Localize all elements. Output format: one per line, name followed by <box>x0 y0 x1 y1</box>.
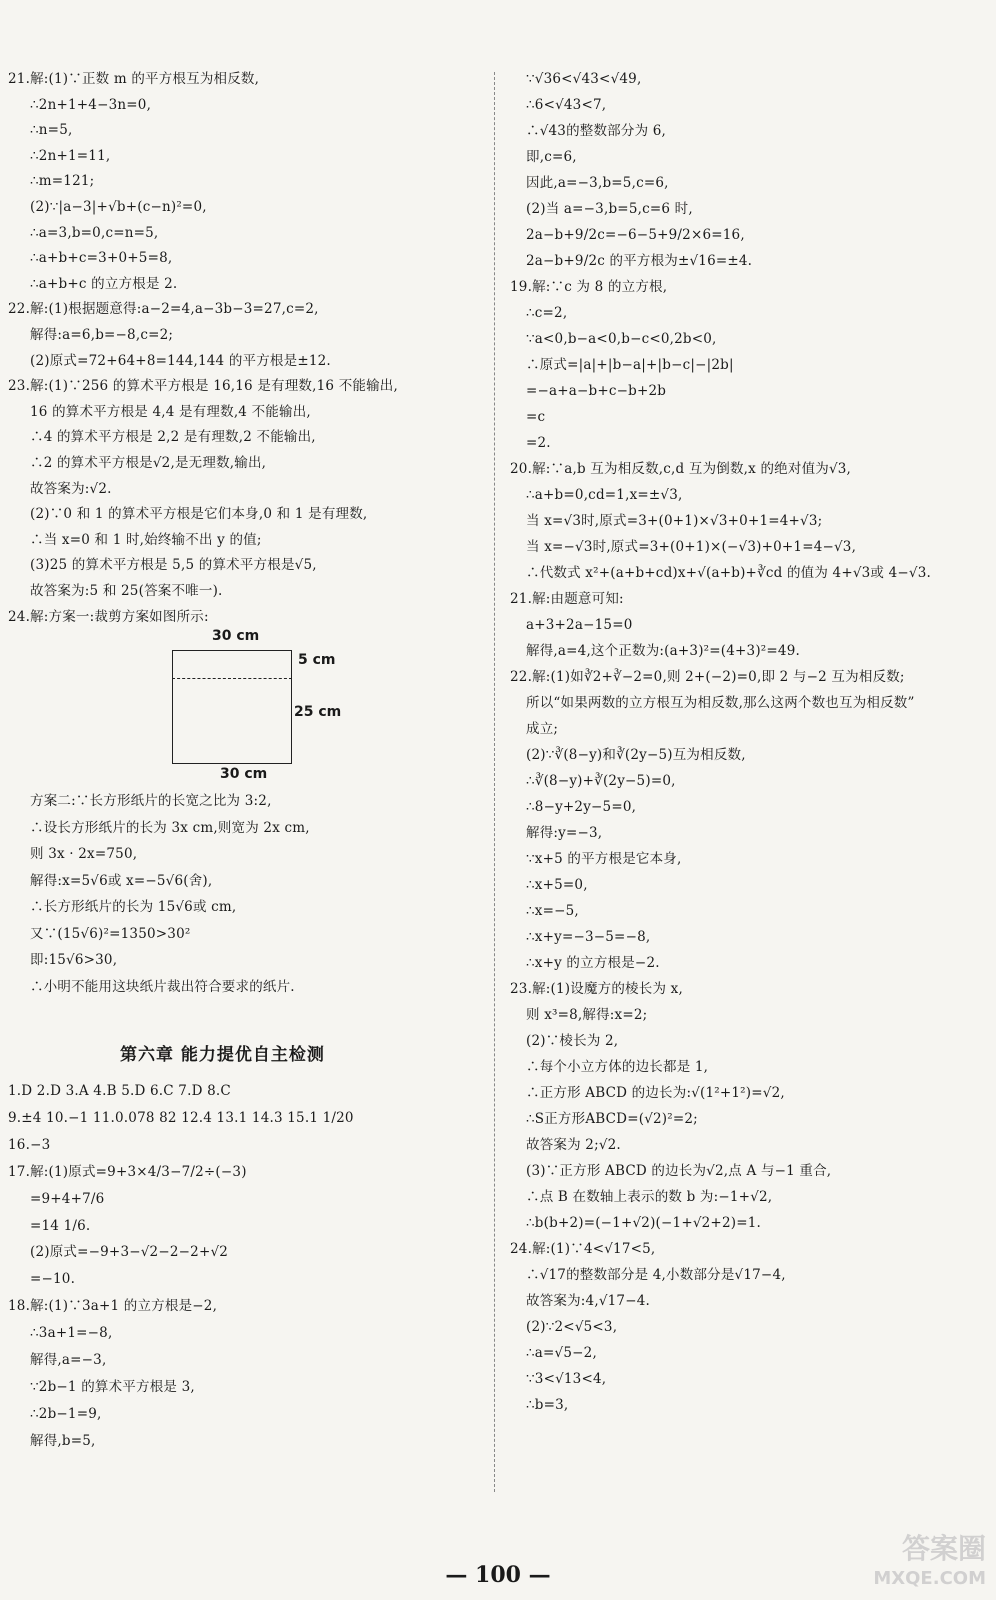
text-line: 又∵(15√6)²=1350>30² <box>30 925 191 942</box>
figure-top-label: 30 cm <box>212 628 260 644</box>
text-line: 当 x=−√3时,原式=3+(0+1)×(−√3)+0+1=4−√3, <box>526 539 857 555</box>
text-line: 方案二:∵长方形纸片的长宽之比为 3:2, <box>30 793 272 809</box>
text-line: 20.解:∵a,b 互为相反数,c,d 互为倒数,x 的绝对值为√3, <box>510 461 852 477</box>
text-line: ∴正方形 ABCD 的边长为:√(1²+1²)=√2, <box>526 1085 785 1101</box>
page-number: — 100 — <box>445 1562 551 1588</box>
text-line: ∴a+b+c=3+0+5=8, <box>30 250 173 267</box>
text-line: =c <box>526 409 546 425</box>
text-line: 解得,a=−3, <box>30 1352 107 1368</box>
text-line: =14 1/6. <box>30 1217 91 1234</box>
text-line: ∴长方形纸片的长为 15√6或 cm, <box>30 899 237 915</box>
text-line: ∴设长方形纸片的长为 3x cm,则宽为 2x cm, <box>30 819 310 836</box>
text-line: ∴2b−1=9, <box>30 1405 102 1422</box>
text-line: (2)原式=72+64+8=144,144 的平方根是±12. <box>30 352 331 369</box>
text-line: 因此,a=−3,b=5,c=6, <box>526 175 669 191</box>
text-line: ∴a+b+c 的立方根是 2. <box>30 275 178 292</box>
text-line: a+3+2a−15=0 <box>526 617 633 633</box>
text-line: ∴c=2, <box>526 305 568 321</box>
text-line: ∵√36<√43<√49, <box>526 71 642 87</box>
watermark <box>873 1534 986 1594</box>
text-line: 故答案为 2;√2. <box>526 1137 621 1153</box>
text-line: ∴8−y+2y−5=0, <box>526 799 637 815</box>
chapter-heading: 第六章 能力提优自主检测 <box>120 1045 325 1065</box>
text-line: 解得:a=6,b=−8,c=2; <box>30 327 174 343</box>
text-line: 解得,a=4,这个正数为:(a+3)²=(4+3)²=49. <box>526 643 801 659</box>
text-line: 故答案为:4,√17−4. <box>526 1293 651 1309</box>
text-line: ∴b=3, <box>526 1397 569 1413</box>
text-line: 17.解:(1)原式=9+3×4/3−7/2÷(−3) <box>8 1163 247 1180</box>
text-line: (2)∵0 和 1 的算术平方根是它们本身,0 和 1 是有理数, <box>30 506 368 523</box>
text-line: =−a+a−b+c−b+2b <box>526 383 667 399</box>
text-line: 即:15√6>30, <box>30 952 118 968</box>
text-line: ∵3<√13<4, <box>526 1371 607 1387</box>
text-line: (3)∵正方形 ABCD 的边长为√2,点 A 与−1 重合, <box>526 1163 832 1179</box>
text-line: =9+4+7/6 <box>30 1190 105 1207</box>
text-line: ∴x=−5, <box>526 903 579 919</box>
text-line: 2a−b+9/2c 的平方根为±√16=±4. <box>526 253 753 269</box>
text-line: (2)∵∛(8−y)和∛(2y−5)互为相反数, <box>526 747 746 763</box>
cut-line <box>172 678 292 679</box>
text-line: ∴当 x=0 和 1 时,始终输不出 y 的值; <box>30 531 262 548</box>
text-line: ∴代数式 x²+(a+b+cd)x+√(a+b)+∛cd 的值为 4+√3或 4−√3. <box>526 565 932 581</box>
text-line: 24.解:(1)∵4<√17<5, <box>510 1241 656 1257</box>
text-line: 18.解:(1)∵3a+1 的立方根是−2, <box>8 1298 218 1315</box>
watermark-url: MXQE.COM <box>873 1568 986 1589</box>
text-line: ∵x+5 的平方根是它本身, <box>526 851 682 867</box>
text-line: ∴m=121; <box>30 173 95 190</box>
text-line: ∴√17的整数部分是 4,小数部分是√17−4, <box>526 1267 786 1283</box>
text-line: =2. <box>526 435 551 451</box>
text-line: 23.解:(1)设魔方的棱长为 x, <box>510 981 683 997</box>
paper-rectangle <box>172 650 292 764</box>
figure-right-top-label: 5 cm <box>298 652 336 668</box>
text-line: ∴6<√43<7, <box>526 97 607 113</box>
text-line: ∴a=√5−2, <box>526 1345 597 1361</box>
text-line: 所以“如果两数的立方根互为相反数,那么这两个数也互为相反数” <box>526 695 915 711</box>
text-line: 当 x=√3时,原式=3+(0+1)×√3+0+1=4+√3; <box>526 513 823 529</box>
text-line: 24.解:方案一:裁剪方案如图所示: <box>8 608 209 625</box>
text-line: 则 x³=8,解得:x=2; <box>526 1007 648 1023</box>
text-line: ∴3a+1=−8, <box>30 1325 113 1342</box>
text-line: ∴每个小立方体的边长都是 1, <box>526 1059 709 1075</box>
text-line: ∴2 的算术平方根是√2,是无理数,输出, <box>30 455 267 471</box>
text-line: ∴点 B 在数轴上表示的数 b 为:−1+√2, <box>526 1189 773 1205</box>
text-line: =−10. <box>30 1271 76 1288</box>
text-line: ∴x+5=0, <box>526 877 588 893</box>
text-line: (3)25 的算术平方根是 5,5 的算术平方根是√5, <box>30 557 317 574</box>
text-line: 22.解:(1)根据题意得:a−2=4,a−3b−3=27,c=2, <box>8 301 319 318</box>
text-line: (2)∵棱长为 2, <box>526 1033 619 1049</box>
figure-bottom-label: 30 cm <box>220 766 268 782</box>
text-line: 解得,b=5, <box>30 1432 96 1449</box>
text-line: 23.解:(1)∵256 的算术平方根是 16,16 是有理数,16 不能输出, <box>8 378 398 395</box>
text-line: 22.解:(1)如∛2+∛−2=0,则 2+(−2)=0,即 2 与−2 互为相反数; <box>510 669 905 685</box>
text-line: ∴a+b=0,cd=1,x=±√3, <box>526 487 683 503</box>
text-line: ∴原式=|a|+|b−a|+|b−c|−|2b| <box>526 357 734 373</box>
text-line: 21.解:(1)∵正数 m 的平方根互为相反数, <box>8 71 260 87</box>
text-line: ∴a=3,b=0,c=n=5, <box>30 224 159 241</box>
text-line: ∴2n+1+4−3n=0, <box>30 96 152 113</box>
text-line: (2)∵|a−3|+√b+(c−n)²=0, <box>30 199 207 215</box>
text-line: 故答案为:5 和 25(答案不唯一). <box>30 583 223 599</box>
text-line: 2a−b+9/2c=−6−5+9/2×6=16, <box>526 227 745 243</box>
text-line: 故答案为:√2. <box>30 480 112 497</box>
text-line: ∵a<0,b−a<0,b−c<0,2b<0, <box>526 331 717 347</box>
text-line: ∴2n+1=11, <box>30 147 111 164</box>
text-line: 21.解:由题意可知: <box>510 591 624 607</box>
watermark-text: 答案圈 <box>901 1532 986 1565</box>
text-line: 则 3x · 2x=750, <box>30 846 138 862</box>
text-line: (2)∵2<√5<3, <box>526 1319 618 1335</box>
cutting-diagram <box>150 628 380 782</box>
figure-right-bottom-label: 25 cm <box>294 704 342 720</box>
text-line: ∴n=5, <box>30 122 73 139</box>
text-line: 即,c=6, <box>526 149 577 165</box>
text-line: 1.D 2.D 3.A 4.B 5.D 6.C 7.D 8.C <box>8 1083 231 1099</box>
text-line: 解得:y=−3, <box>526 825 603 841</box>
text-line: ∴小明不能用这块纸片裁出符合要求的纸片. <box>30 978 295 995</box>
text-line: ∴S正方形ABCD=(√2)²=2; <box>526 1111 698 1127</box>
text-line: ∴x+y=−3−5=−8, <box>526 929 651 945</box>
text-line: 16.−3 <box>8 1136 51 1153</box>
text-line: ∴∛(8−y)+∛(2y−5)=0, <box>526 773 676 789</box>
text-line: ∵2b−1 的算术平方根是 3, <box>30 1378 195 1395</box>
text-line: ∴x+y 的立方根是−2. <box>526 955 660 971</box>
text-line: ∴4 的算术平方根是 2,2 是有理数,2 不能输出, <box>30 429 316 446</box>
text-line: 成立; <box>526 721 559 737</box>
text-line: 19.解:∵c 为 8 的立方根, <box>510 279 668 295</box>
column-divider <box>494 72 495 1492</box>
text-line: ∴√43的整数部分为 6, <box>526 123 667 139</box>
text-line: 16 的算术平方根是 4,4 是有理数,4 不能输出, <box>30 403 311 420</box>
text-line: 9.±4 10.−1 11.0.078 82 12.4 13.1 14.3 15.1 1/20 <box>8 1109 354 1126</box>
text-line: (2)原式=−9+3−√2−2−2+√2 <box>30 1244 229 1261</box>
text-line: 解得:x=5√6或 x=−5√6(舍), <box>30 872 213 889</box>
text-line: (2)当 a=−3,b=5,c=6 时, <box>526 201 693 217</box>
text-line: ∴b(b+2)=(−1+√2)(−1+√2+2)=1. <box>526 1215 761 1231</box>
